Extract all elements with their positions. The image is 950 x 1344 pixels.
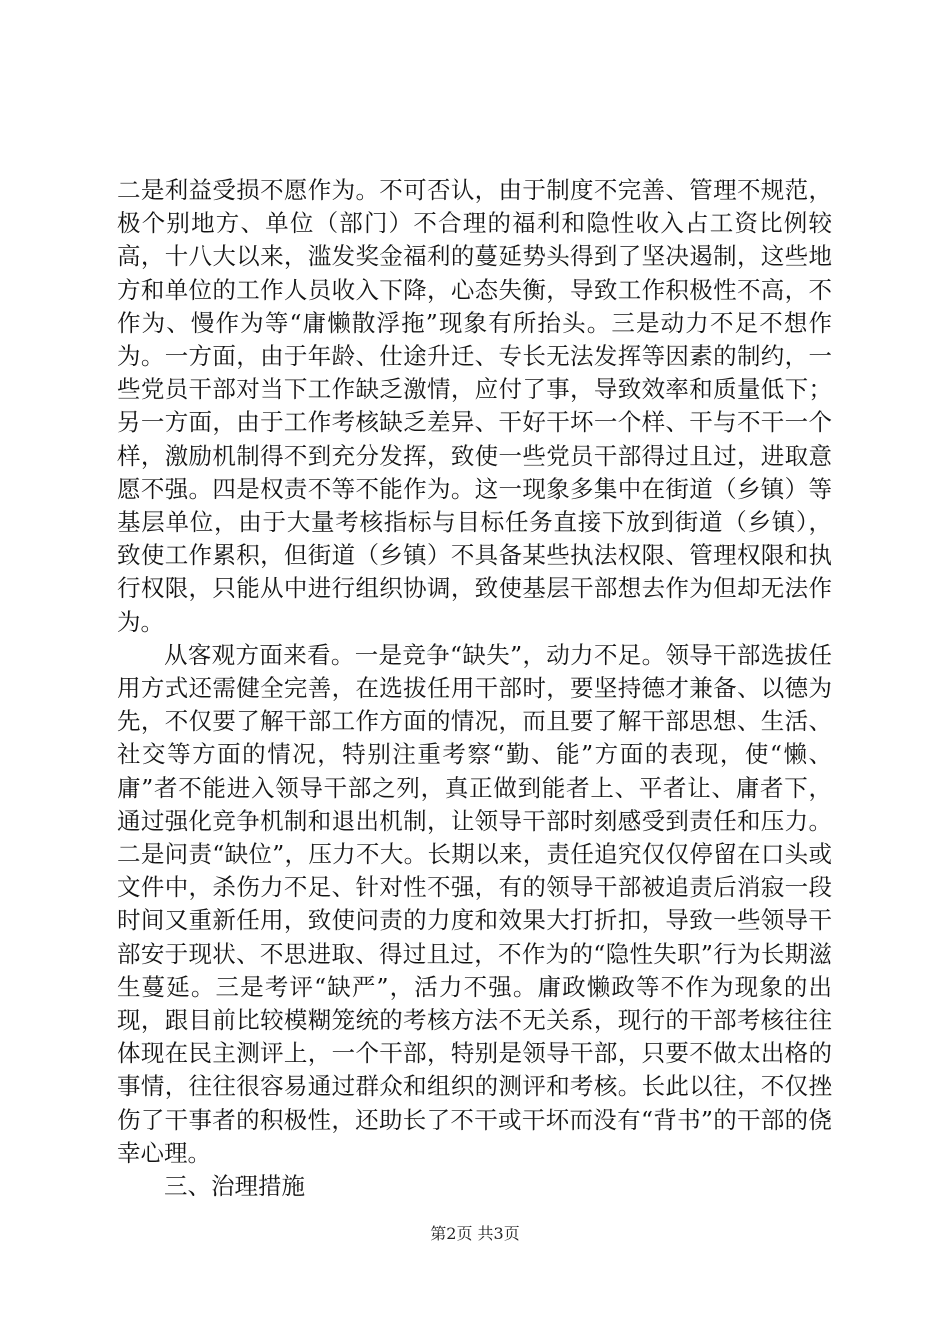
- document-body: [117, 174, 832, 1203]
- section-heading-measures: 三、治理措施: [164, 1172, 305, 1201]
- paragraph-subjective-causes: 二是利益受损不愿作为。不可否认，由于制度不完善、管理不规范，极个别地方、单位（部门）不合理的福利和隐性收入占工资比例较高，十八大以来，滥发奖金福利的蔓延势头得到了坚决遏制，这些地方和单位的工作人员收入下降，心态失衡，导致工作积极性不高，不作为、慢作为等“庸懒散浮拖”现象有所抬头。三是动力不足不想作为。一方面，由于年龄、仕途升迁、专长无法发挥等因素的制约，一些党员干部对当下工作缺乏激情，应付了事，导致效率和质量低下；另一方面，由于工作考核缺乏差异、干好干坏一个样、干与不干一个样，激励机制得不到充分发挥，致使一些党员干部得过且过，进取意愿不强。四是权责不等不能作为。这一现象多集中在街道（乡镇）等基层单位，由于大量考核指标与目标任务直接下放到街道（乡镇），致使工作累积，但街道（乡镇）不具备某些执法权限、管理权限和执行权限，只能从中进行组织协调，致使基层干部想去作为但却无法作为。: [117, 176, 832, 636]
- page-footer: 第2页 共3页: [430, 1224, 520, 1243]
- paragraph-objective-causes: 从客观方面来看。一是竞争“缺失”，动力不足。领导干部选拔任用方式还需健全完善，在选拔任用干部时，要坚持德才兼备、以德为先，不仅要了解干部工作方面的情况，而且要了解干部思想、生活、社交等方面的情况，特别注重考察“勤、能”方面的表现，使“懒、庸”者不能进入领导干部之列，真正做到能者上、平者让、庸者下，通过强化竞争机制和退出机制，让领导干部时刻感受到责任和压力。二是问责“缺位”，压力不大。长期以来，责任追究仅仅停留在口头或文件中，杀伤力不足、针对性不强，有的领导干部被追责后消寂一段时间又重新任用，致使问责的力度和效果大打折扣，导致一些领导干部安于现状、不思进取、得过且过，不作为的“隐性失职”行为长期滋生蔓延。三是考评“缺严”，活力不强。庸政懒政等不作为现象的出现，跟目前比较模糊笼统的考核方法不无关系，现行的干部考核往往体现在民主测评上，一个干部，特别是领导干部，只要不做太出格的事情，往往很容易通过群众和组织的测评和考核。长此以往，不仅挫伤了干事者的积极性，还助长了不干或干坏而没有“背书”的干部的侥幸心理。: [117, 640, 832, 1167]
